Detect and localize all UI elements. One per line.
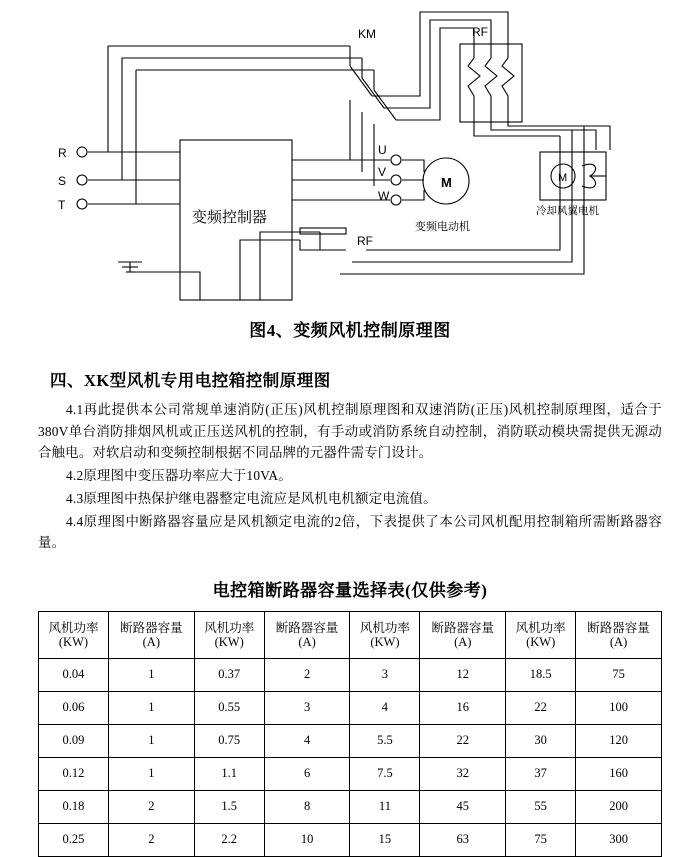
table-cell: 3 (350, 658, 420, 691)
column-header (39, 611, 109, 658)
column-header-line1: 风机功率 (204, 620, 255, 635)
table-row (39, 658, 662, 691)
table-row (39, 724, 662, 757)
diagram-label-fan-motor: M (558, 172, 568, 184)
table-cell: 55 (506, 790, 576, 823)
column-header (108, 611, 194, 658)
table-cell: 1 (108, 658, 194, 691)
column-header (264, 611, 350, 658)
column-header-line1: 断路器容量 (431, 620, 495, 635)
column-header-line2: (A) (454, 634, 472, 649)
section-title: 四、XK型风机专用电控箱控制原理图 (50, 371, 331, 390)
table-cell: 11 (350, 790, 420, 823)
table-cell: 1 (108, 757, 194, 790)
column-header-line1: 风机功率 (48, 620, 99, 635)
diagram-label-u: U (378, 143, 387, 157)
table-cell: 200 (576, 790, 662, 823)
diagram-label-t: T (58, 198, 66, 212)
paragraph-4-3: 4.3原理图中热保护继电器整定电流应是风机电机额定电流值。 (66, 490, 437, 506)
table-cell: 0.04 (39, 658, 109, 691)
figure-caption: 图4、变频风机控制原理图 (249, 321, 451, 340)
table-row (39, 757, 662, 790)
table-cell: 75 (506, 823, 576, 856)
table-cell: 12 (420, 658, 506, 691)
table-header-row (39, 611, 662, 658)
table-cell: 2 (108, 790, 194, 823)
column-header-line1: 断路器容量 (120, 620, 183, 635)
diagram-label-rf-bottom: RF (357, 234, 373, 248)
diagram-label-rf-top: RF (472, 25, 488, 39)
table-cell: 0.37 (194, 658, 264, 691)
table-cell: 1 (108, 724, 194, 757)
table-cell: 0.75 (194, 724, 264, 757)
column-header-line2: (KW) (58, 634, 89, 649)
table-cell: 160 (576, 757, 662, 790)
table-row (39, 790, 662, 823)
table-cell: 0.25 (39, 823, 109, 856)
table-cell: 2.2 (194, 823, 264, 856)
column-header (420, 611, 506, 658)
column-header-line1: 断路器容量 (275, 620, 339, 635)
table-cell: 2 (264, 658, 350, 691)
column-header (350, 611, 420, 658)
table-cell: 0.55 (194, 691, 264, 724)
table-cell: 0.06 (39, 691, 109, 724)
text-content (0, 367, 700, 857)
table-cell: 1 (108, 691, 194, 724)
diagram-label-km: KM (358, 27, 376, 41)
wiring-diagram (0, 0, 700, 310)
table-cell: 120 (576, 724, 662, 757)
table-cell: 75 (576, 658, 662, 691)
diagram-label-w: W (378, 189, 390, 203)
diagram-label-r: R (58, 146, 67, 160)
breaker-capacity-table (38, 611, 662, 857)
table-cell: 4 (350, 691, 420, 724)
table-cell: 0.18 (39, 790, 109, 823)
column-header-line2: (KW) (214, 634, 244, 649)
column-header (194, 611, 264, 658)
table-cell: 63 (420, 823, 506, 856)
table-cell: 1.5 (194, 790, 264, 823)
column-header-line2: (KW) (370, 634, 400, 649)
table-cell: 1.1 (194, 757, 264, 790)
table-cell: 30 (506, 724, 576, 757)
column-header (506, 611, 576, 658)
table-title: 电控箱断路器容量选择表(仅供参考) (212, 580, 488, 600)
column-header-line2: (A) (609, 634, 628, 649)
table-cell: 32 (420, 757, 506, 790)
paragraph-4-4: 4.4原理图中断路器容量应是风机额定电流的2倍，下表提供了本公司风机配用控制箱所需断路器容量。 (38, 513, 662, 551)
table-cell: 7.5 (350, 757, 420, 790)
table-cell: 15 (350, 823, 420, 856)
diagram-label-v: V (378, 165, 387, 179)
table-cell: 16 (420, 691, 506, 724)
column-header-line2: (A) (298, 634, 316, 649)
table-cell: 2 (108, 823, 194, 856)
table-cell: 22 (506, 691, 576, 724)
table-cell: 300 (576, 823, 662, 856)
table-row (39, 823, 662, 856)
paragraph-4-2: 4.2原理图中变压器功率应大于10VA。 (66, 468, 292, 484)
table-cell: 0.09 (39, 724, 109, 757)
column-header-line1: 断路器容量 (587, 620, 650, 635)
table-cell: 6 (264, 757, 350, 790)
paragraph-4-1: 4.1再此提供本公司常规单速消防(正压)风机控制原理图和双速消防(正压)风机控制原理图，适合于380V单台消防排烟风机或正压送风机的控制，有手动或消防系统自动控制，消防联动模块需提供无源动合触电。对软启动和变频控制根据不同品牌的元器件需专门设计。 (38, 402, 662, 461)
diagram-label-s: S (58, 174, 67, 188)
table-cell: 10 (264, 823, 350, 856)
table-cell: 22 (420, 724, 506, 757)
table-cell: 100 (576, 691, 662, 724)
column-header-line1: 风机功率 (515, 620, 566, 635)
diagram-label-motor: M (441, 175, 452, 190)
table-cell: 18.5 (506, 658, 576, 691)
column-header-line2: (A) (142, 634, 160, 649)
diagram-label-controller: 变频控制器 (192, 210, 268, 226)
column-header (576, 611, 662, 658)
table-cell: 45 (420, 790, 506, 823)
table-cell: 37 (506, 757, 576, 790)
table-cell: 3 (264, 691, 350, 724)
table-row (39, 691, 662, 724)
table-cell: 0.12 (39, 757, 109, 790)
diagram-label-motor-caption: 变频电动机 (415, 221, 470, 233)
table-cell: 5.5 (350, 724, 420, 757)
table-cell: 4 (264, 724, 350, 757)
diagram-label-fan-caption: 冷却风翼电机 (536, 206, 599, 217)
table-cell: 8 (264, 790, 350, 823)
column-header-line1: 风机功率 (359, 620, 410, 635)
column-header-line2: (KW) (526, 634, 556, 649)
